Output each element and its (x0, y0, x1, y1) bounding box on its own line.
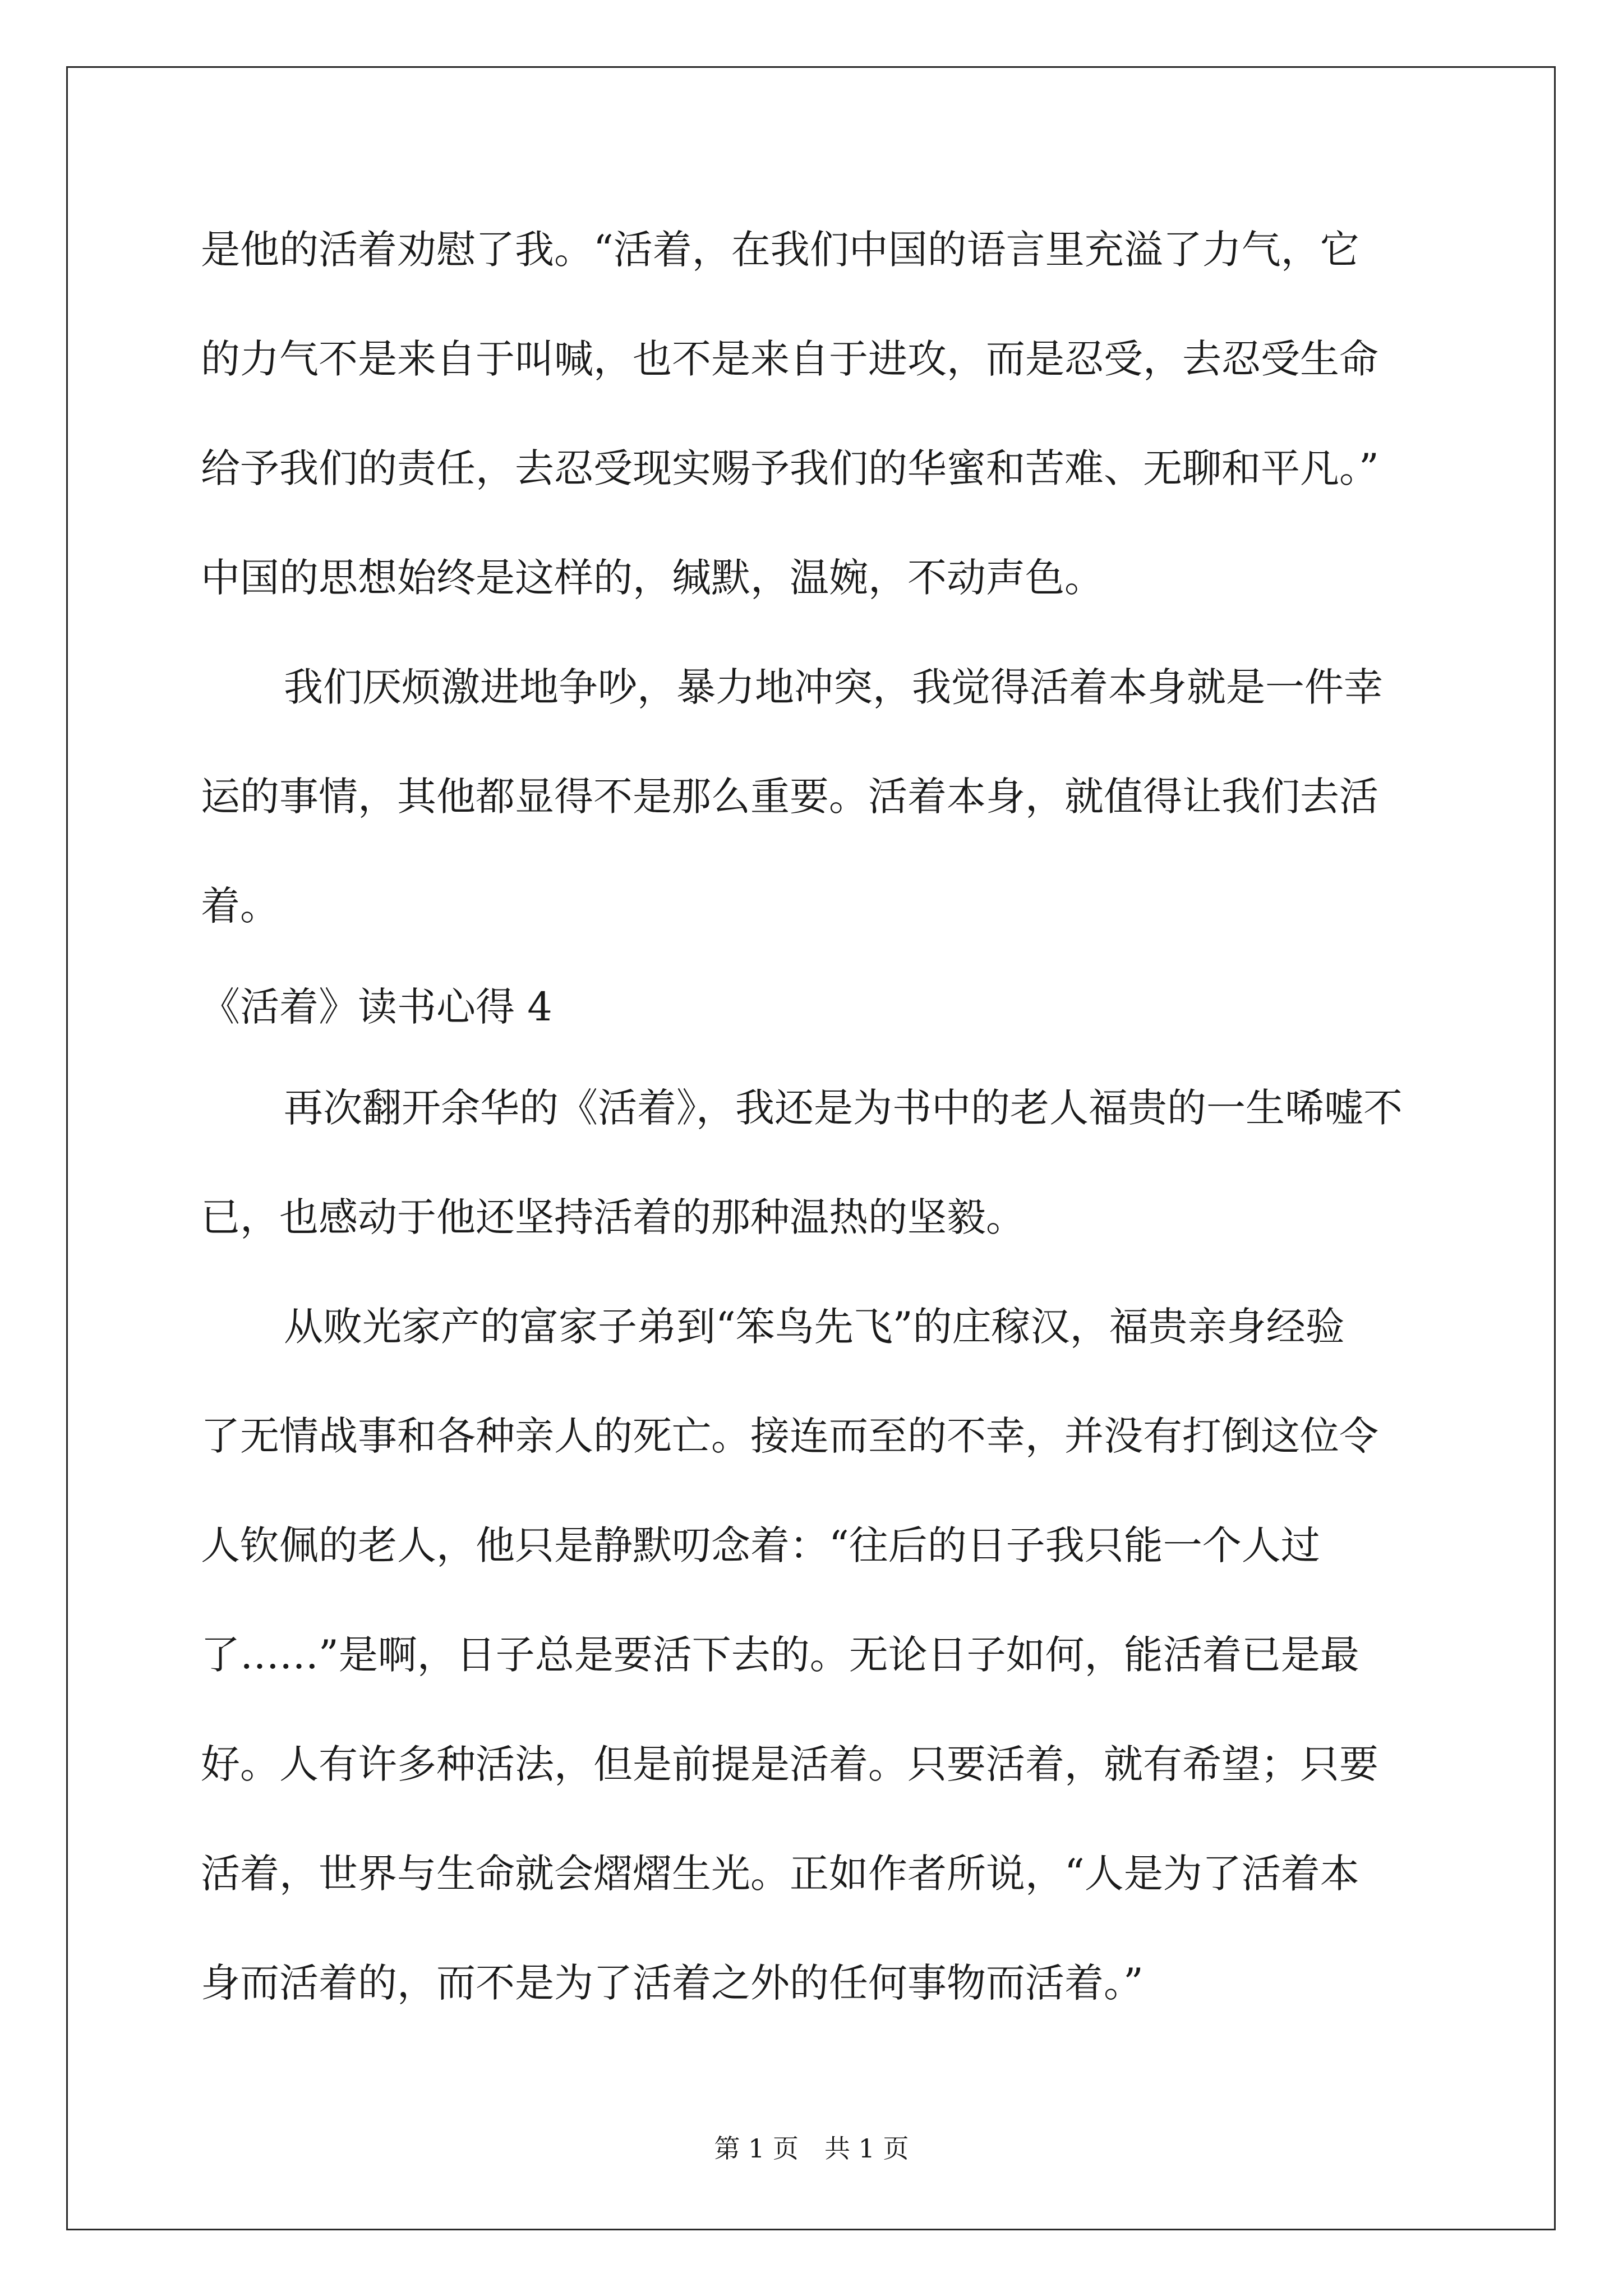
paragraph-line: 中国的思想始终是这样的，缄默，温婉，不动声色。 (201, 555, 1104, 601)
paragraph-line: 的力气不是来自于叫喊，也不是来自于进攻，而是忍受，去忍受生命 (201, 336, 1378, 382)
paragraph-line: 再次翻开余华的《活着》，我还是为书中的老人福贵的一生唏嘘不 (284, 1085, 1403, 1131)
paragraph-line: 我们厌烦激进地争吵，暴力地冲突，我觉得活着本身就是一件幸 (284, 664, 1383, 710)
paragraph-line: 从败光家产的富家子弟到“笨鸟先飞”的庄稼汉，福贵亲身经验 (284, 1304, 1345, 1350)
paragraph-line: 活着，世界与生命就会熠熠生光。正如作者所说，“人是为了活着本 (201, 1851, 1359, 1897)
paragraph-line: 身而活着的，而不是为了活着之外的任何事物而活着。” (201, 1960, 1144, 2006)
page-border (66, 66, 1556, 2230)
paragraph-line: 了……”是啊，日子总是要活下去的。无论日子如何，能活着已是最 (201, 1632, 1359, 1678)
paragraph-line: 给予我们的责任，去忍受现实赐予我们的华蜜和苦难、无聊和平凡。” (201, 445, 1379, 491)
section-heading: 《活着》读书心得 4 (201, 984, 552, 1030)
paragraph-line: 已，也感动于他还坚持活着的那种温热的坚毅。 (201, 1194, 1025, 1240)
paragraph-line: 是他的活着劝慰了我。“活着，在我们中国的语言里充溢了力气，它 (201, 227, 1359, 273)
paragraph-line: 着。 (201, 883, 279, 929)
page-number-footer: 第 1 页 共 1 页 (714, 2133, 909, 2164)
paragraph-line: 人钦佩的老人，他只是静默叨念着：“往后的日子我只能一个人过 (201, 1522, 1320, 1568)
paragraph-line: 运的事情，其他都显得不是那么重要。活着本身，就值得让我们去活 (201, 774, 1378, 820)
paragraph-line: 好。人有许多种活法，但是前提是活着。只要活着，就有希望；只要 (201, 1741, 1378, 1787)
paragraph-line: 了无情战事和各种亲人的死亡。接连而至的不幸，并没有打倒这位令 (201, 1413, 1378, 1459)
